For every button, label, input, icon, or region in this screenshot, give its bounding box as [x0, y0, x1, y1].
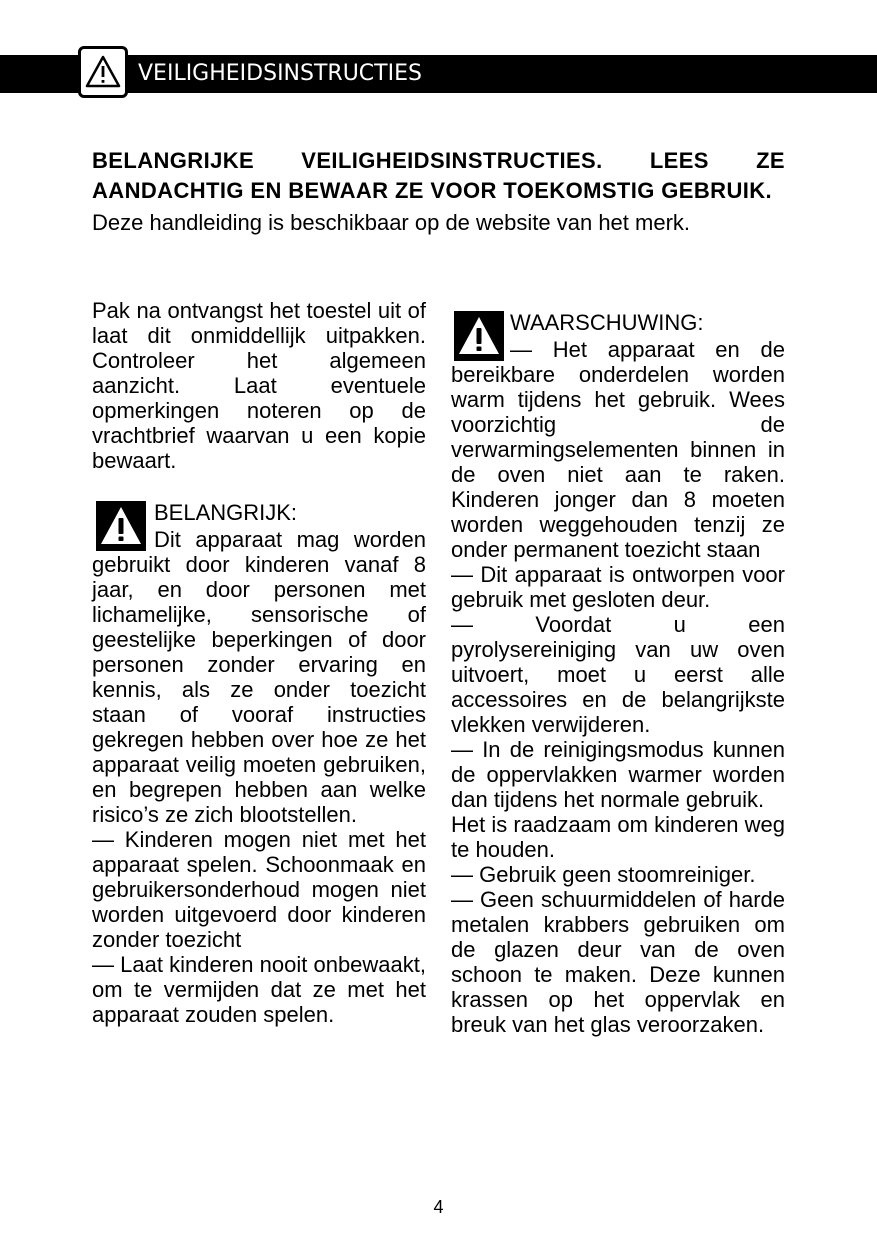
intro-heading: BELANGRIJKE VEILIGHEIDSINSTRUCTIES. LEES ZE AANDACHTIG EN BEWAAR ZE VOOR TOEKOMSTIG GEBRUIK.: [92, 148, 785, 203]
caution-line: — Het apparaat en de bereikbare onderdelen worden warm tijdens het gebruik. Wees voorzichtig de verwarmingselementen binnen in de oven niet aan te raken. Kinderen jonger dan 8 moeten worden weggehouden tenzij ze onder permanent toezicht staan: [451, 337, 785, 562]
warning-icon: [96, 501, 146, 551]
page-number: 4: [433, 1197, 444, 1217]
caution-line: Het is raadzaam om kinderen weg te houden.: [451, 812, 785, 862]
important-title: BELANGRIJK:: [154, 500, 298, 525]
caution-line: — Geen schuurmiddelen of harde metalen krabbers gebruiken om de glazen deur van de oven schoon te maken. Deze kunnen krassen op het oppervlak en breuk van het glas veroorzaken.: [451, 887, 785, 1037]
caution-line: — Gebruik geen stoomreiniger.: [451, 862, 756, 887]
section-header-bar: [0, 55, 877, 93]
warning-triangle-icon: [78, 46, 128, 98]
section-title: VEILIGHEIDSINSTRUCTIES: [138, 61, 422, 86]
intro-subtext: Deze handleiding is beschikbaar op de website van het merk.: [92, 210, 691, 235]
caution-line: — Voordat u een pyrolysereiniging van uw oven uitvoert, moet u eerst alle accessoires en de belangrijkste vlekken verwijderen.: [451, 612, 785, 737]
important-line: — Laat kinderen nooit onbewaakt, om te vermijden dat ze met het apparaat zouden spelen.: [92, 952, 426, 1027]
important-line: — Kinderen mogen niet met het apparaat spelen. Schoonmaak en gebruikersonderhoud mogen niet worden uitgevoerd door kinderen zonder toezicht: [92, 827, 426, 952]
important-warning: [92, 499, 426, 1027]
caution-line: — Dit apparaat is ontworpen voor gebruik met gesloten deur.: [451, 562, 785, 612]
caution-warning: [451, 309, 785, 1037]
left-column: [92, 298, 426, 1027]
important-line: Dit apparaat mag worden gebruikt door kinderen vanaf 8 jaar, en door personen met lichamelijke, sensorische of geestelijke beperkingen of door personen zonder ervaring en kennis, als ze onder toezicht staan of vooraf instructies gekregen hebben over hoe ze het apparaat veilig moeten gebruiken, en begrepen hebben aan welke risico’s ze zich blootstellen.: [92, 527, 426, 827]
caution-title: WAARSCHUWING:: [510, 310, 704, 335]
warning-icon: [454, 311, 504, 361]
intro-block: [92, 146, 785, 238]
caution-line: — In de reinigingsmodus kunnen de oppervlakken warmer worden dan tijdens het normale gebruik.: [451, 737, 785, 812]
right-column: [451, 309, 785, 1037]
unpacking-paragraph: Pak na ontvangst het toestel uit of laat dit onmiddellijk uitpakken. Controleer het algemeen aanzicht. Laat eventuele opmerkingen noteren op de vrachtbrief waarvan u een kopie bewaart.: [92, 298, 426, 473]
